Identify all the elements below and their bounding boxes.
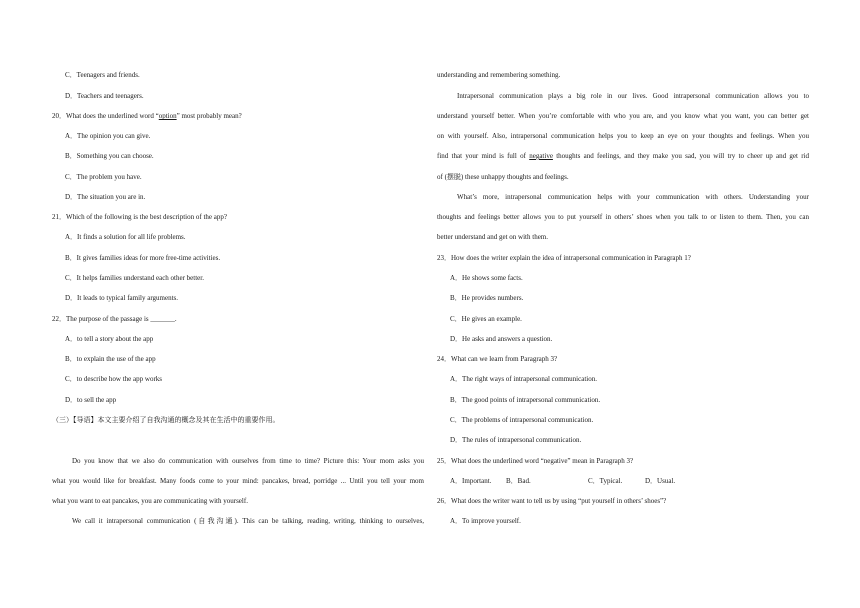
q25-option-d: D．Usual. <box>645 477 676 485</box>
q23-option-a: A．He shows some facts. <box>450 274 523 282</box>
q25-stem: 25．What does the underlined word “negative” mean in Paragraph 3? <box>437 457 634 465</box>
paragraph3-line: Intrapersonal communication plays a big role in our lives. Good intrapersonal communication allows you to <box>457 92 809 100</box>
passage-line: what you would like for breakfast. Many foods come to your mind: pancakes, bread, porridge ... Until you tell your mom <box>52 477 424 485</box>
paragraph3-line: on with yourself. Also, intrapersonal communication helps you to keep an eye on your thoughts and feelings. When you <box>437 132 809 140</box>
q26-option-a: A．To improve yourself. <box>450 517 521 525</box>
q19-option-c: C．Teenagers and friends. <box>65 71 140 79</box>
q25-option-c: C．Typical. <box>588 477 623 485</box>
passage-line: Do you know that we also do communication with ourselves from time to time? Picture this: Your mom asks you <box>72 457 424 465</box>
q20-option-d: D．The situation you are in. <box>65 193 146 201</box>
q22-stem: 22．The purpose of the passage is _______. <box>52 315 177 323</box>
q23-option-d: D．He asks and answers a question. <box>450 335 553 343</box>
q20-stem <box>52 112 242 121</box>
q20-option-c: C．The problem you have. <box>65 173 142 181</box>
q24-option-d: D．The rules of intrapersonal communication. <box>450 436 582 444</box>
q24-option-a: A．The right ways of intrapersonal communication. <box>450 375 597 383</box>
paragraph4-line: thoughts and feelings better allows you to put yourself in others’ shoes when you talk to or listen to them. Then, you can <box>437 213 809 221</box>
q26-stem: 26．What does the writer want to tell us by using “put yourself in others’ shoes”? <box>437 497 667 505</box>
q22-option-d: D．to sell the app <box>65 396 117 404</box>
q19-option-d: D．Teachers and teenagers. <box>65 92 144 100</box>
q25-option-b: B．Bad. <box>506 477 531 485</box>
paragraph4-line: What’s more, intrapersonal communication helps with your communication with others. Understanding your <box>457 193 809 201</box>
passage-line: what you want to eat pancakes, you are communicating with yourself. <box>52 497 248 505</box>
q21-stem: 21．Which of the following is the best description of the app? <box>52 213 227 221</box>
q21-option-a: A．It finds a solution for all life problems. <box>65 233 186 241</box>
q22-option-c: C．to describe how the app works <box>65 375 163 383</box>
q20-stem-part: 20．What does the underlined word “ <box>52 112 159 120</box>
q23-option-b: B．He provides numbers. <box>450 294 524 302</box>
q23-option-c: C．He gives an example. <box>450 315 522 323</box>
passage-line: We call it intrapersonal communication (自我沟通). This can be talking, reading, writing, thinking to ourselves, <box>72 517 424 525</box>
q25-option-a: A．Important. <box>450 477 492 485</box>
q25-options <box>450 477 675 486</box>
paragraph3-text: find that your mind is full of <box>437 152 530 160</box>
underlined-word-negative: negative <box>529 152 553 160</box>
q23-stem: 23．How does the writer explain the idea of intrapersonal communication in Paragraph 1? <box>437 254 691 262</box>
paragraph3-line: of (摆脱) these unhappy thoughts and feelings. <box>437 173 569 181</box>
q21-option-b: B．It gives families ideas for more free-time activities. <box>65 254 221 262</box>
paragraph4-line: better understand and get on with them. <box>437 233 548 241</box>
q20-option-a: A．The opinion you can give. <box>65 132 151 140</box>
paragraph3-text: thoughts and feelings, and they make you sad, you will try to cheer up and get rid <box>552 152 809 160</box>
section3-intro: （三）【导语】本文主要介绍了自我沟通的概念及其在生活中的重要作用。 <box>52 416 280 424</box>
q22-option-b: B．to explain the use of the app <box>65 355 156 363</box>
paragraph3-line: understand yourself better. When you’re comfortable with who you are, and you know what you want, you can better get <box>437 112 809 120</box>
q20-option-b: B．Something you can choose. <box>65 152 154 160</box>
q24-option-b: B．The good points of intrapersonal communication. <box>450 396 601 404</box>
q20-stem-part: ” most probably mean? <box>176 112 242 120</box>
q21-option-c: C．It helps families understand each other better. <box>65 274 204 282</box>
paragraph3-line <box>437 152 809 161</box>
q24-option-c: C．The problems of intrapersonal communication. <box>450 416 594 424</box>
q24-stem: 24．What can we learn from Paragraph 3? <box>437 355 558 363</box>
passage-line: understanding and remembering something. <box>437 71 561 79</box>
q21-option-d: D．It leads to typical family arguments. <box>65 294 179 302</box>
q22-option-a: A．to tell a story about the app <box>65 335 154 343</box>
q20-underlined-word: option <box>158 112 177 120</box>
